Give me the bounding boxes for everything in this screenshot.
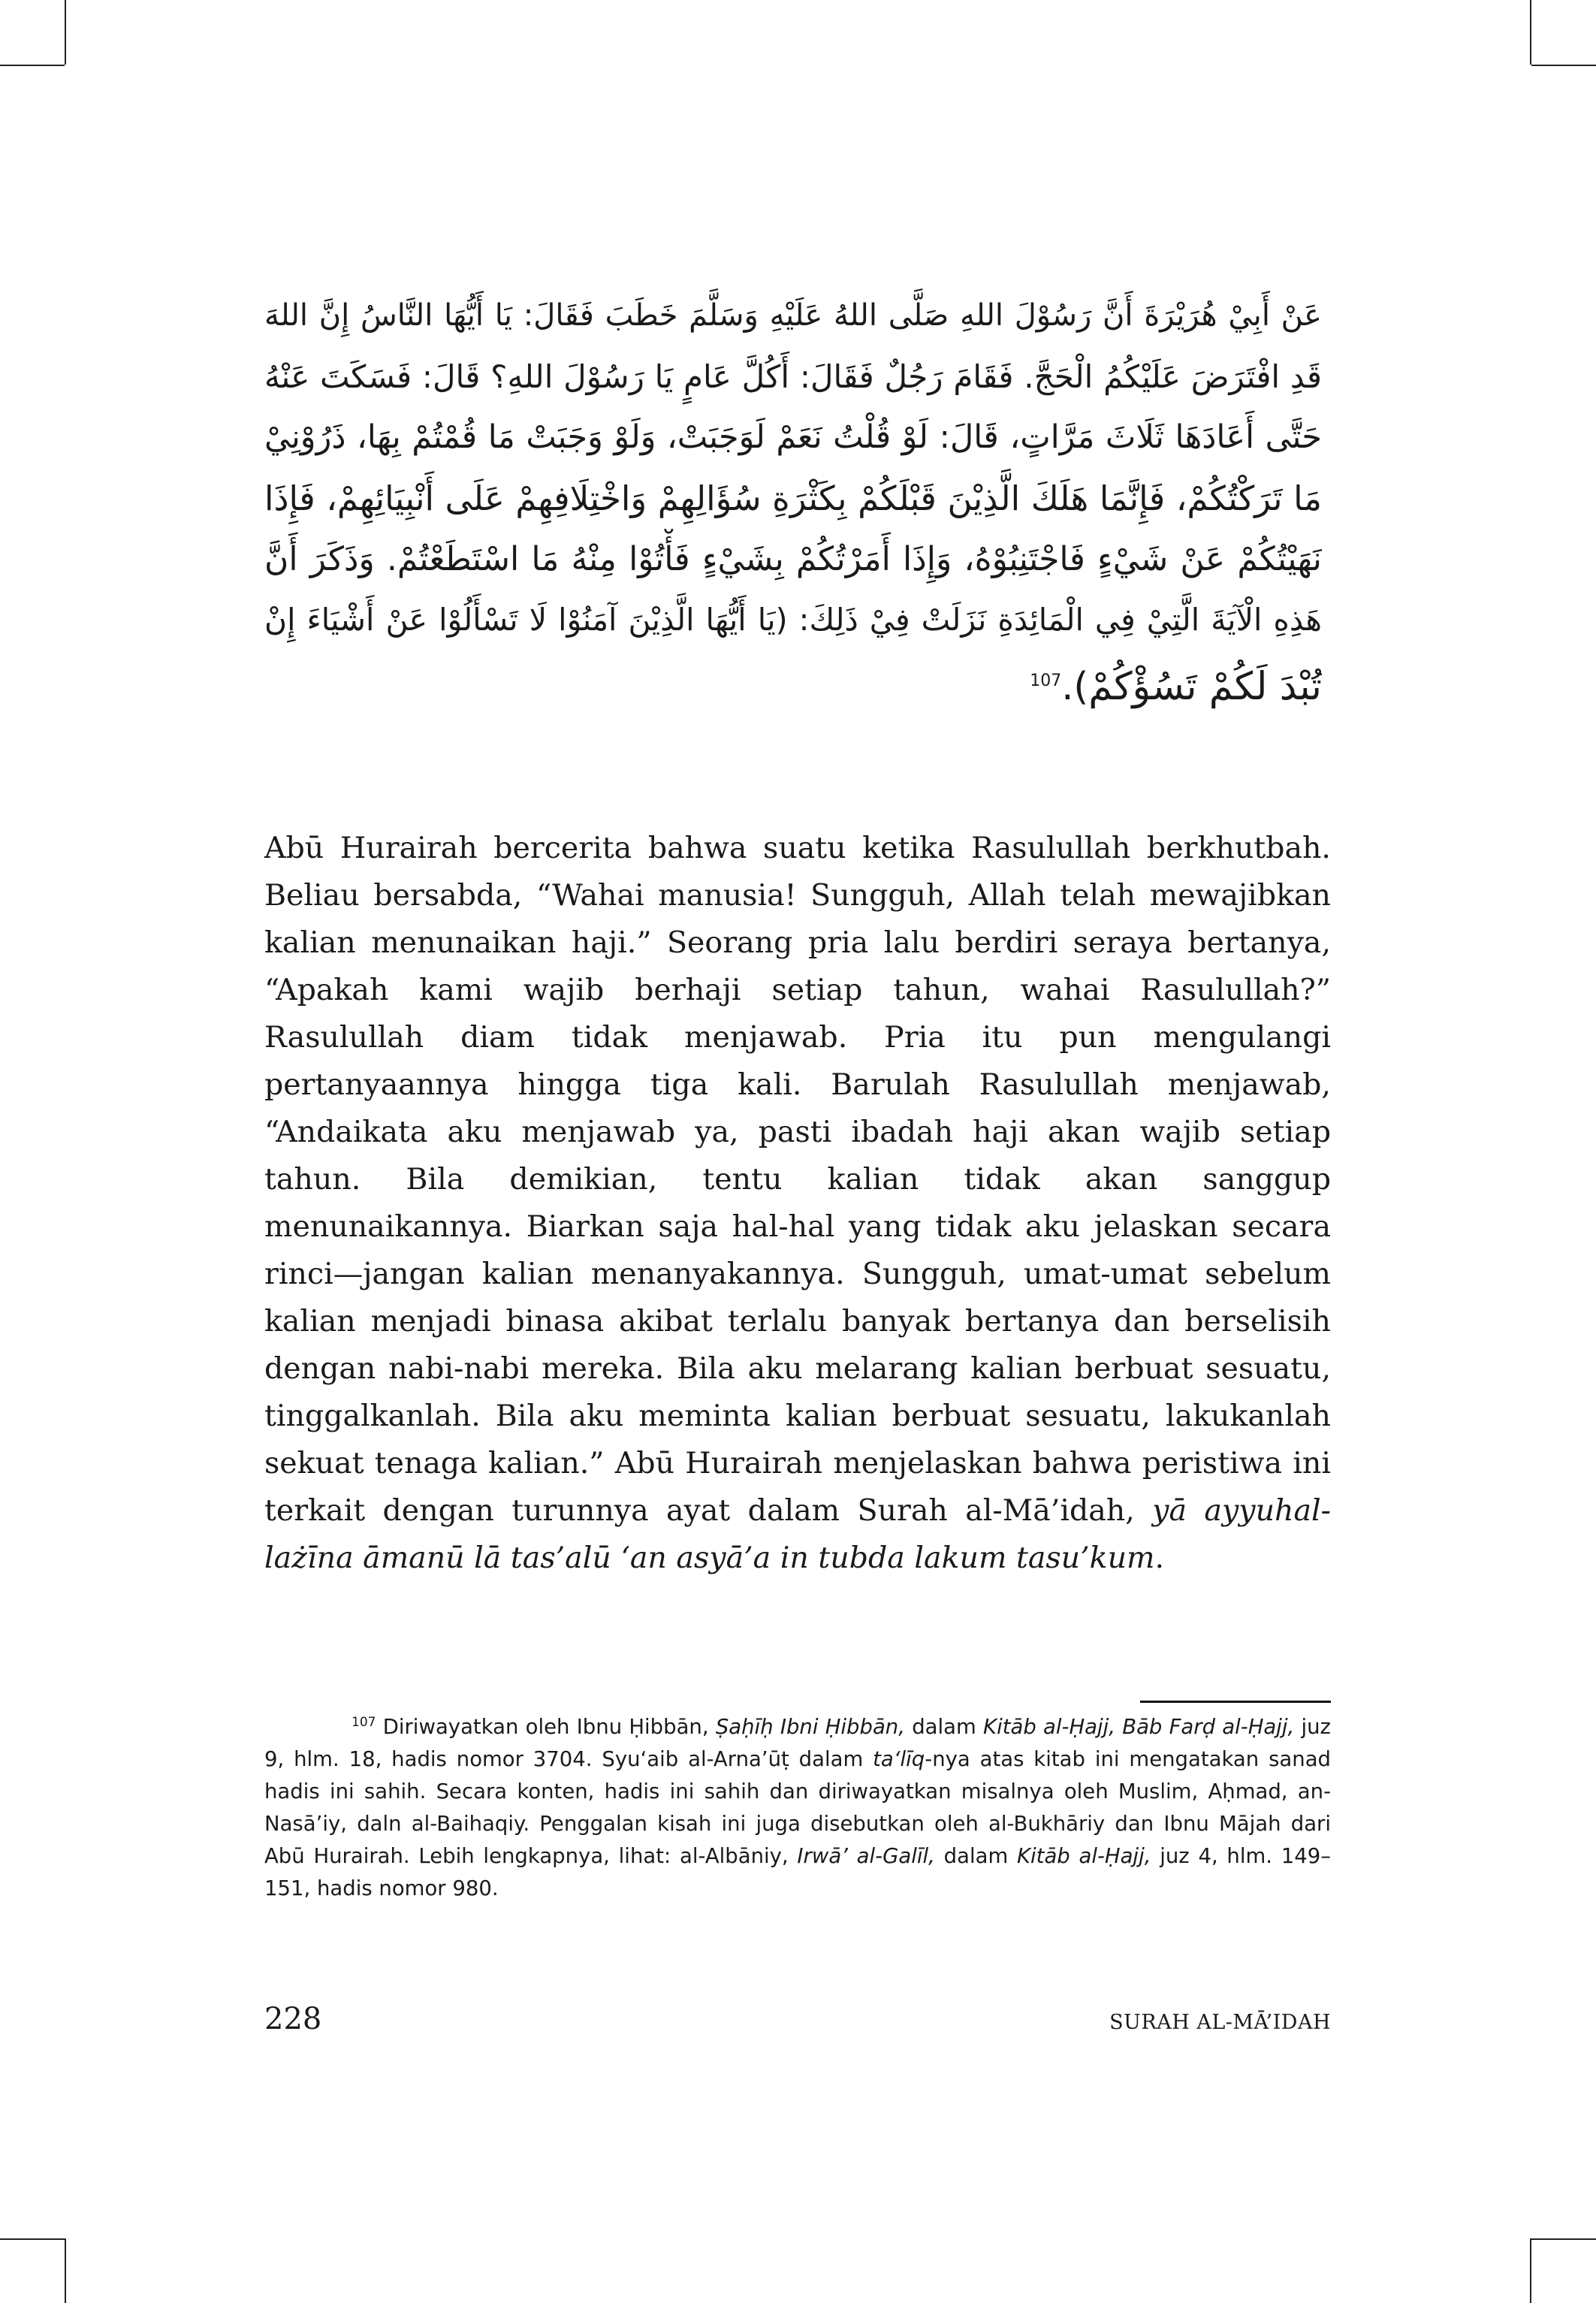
crop-mark — [1530, 0, 1531, 65]
crop-mark — [1530, 2238, 1531, 2303]
hadith-line: هَذِهِ الْآيَةَ الَّتِيْ فِي الْمَائِدَةِ نَزَلَتْ فِيْ ذَلِكَ: (يَا أَيُّهَا الَّذِيْنَ آمَنُوْا لَا تَسْأَلُوْا عَنْ أَشْيَاءَ إِنْ — [264, 602, 1322, 638]
footnote-text: juz 9, hlm. 18, hadis nomor 3704. Syu‘aib al-Arna’ūṭ dalam — [264, 1715, 1331, 1771]
footnote-text: juz 4, hlm. 149–151, hadis nomor 980. — [264, 1844, 1332, 1900]
hadith-line-last — [264, 650, 1322, 717]
running-head: SURAH AL-MĀ’IDAH — [1109, 2011, 1331, 2034]
translation-end: . — [1154, 1541, 1165, 1575]
footnote-term: ta‘līq — [873, 1747, 925, 1771]
crop-mark — [0, 65, 65, 66]
footnote-source-chapter: Kitāb al-Ḥajj, — [1016, 1844, 1151, 1868]
crop-mark — [1531, 65, 1596, 66]
crop-mark — [1531, 2238, 1596, 2240]
footnote-number: 107 — [351, 1714, 376, 1730]
footnote-source-title: Ṣaḥīḥ Ibni Ḥibbān, — [715, 1715, 905, 1739]
hadith-line: عَنْ أَبِيْ هُرَيْرَةَ أَنَّ رَسُوْلَ اللهِ صَلَّى اللهُ عَلَيْهِ وَسَلَّمَ خَطَبَ فَقَالَ: يَا أَيُّهَا النَّاسُ إِنَّ اللهَ — [264, 298, 1322, 333]
footnote-text: Diriwayatkan oleh Ibnu Ḥibbān, — [382, 1715, 716, 1739]
footnote-text: dalam — [934, 1844, 1017, 1868]
hadith-line: قَدِ افْتَرَضَ عَلَيْكُمُ الْحَجَّ. فَقَامَ رَجُلٌ فَقَالَ: أَكُلَّ عَامٍ يَا رَسُوْلَ اللهِ؟ قَالَ: فَسَكَتَ عَنْهُ — [264, 358, 1322, 395]
hadith-line: مَا تَرَكْتُكُمْ، فَإِنَّمَا هَلَكَ الَّذِيْنَ قَبْلَكُمْ بِكَثْرَةِ سُؤَالِهِمْ وَاخْتِلَافِهِمْ عَلَى أَنْبِيَائِهِمْ، فَإِذَا — [264, 478, 1322, 518]
crop-mark — [65, 2238, 66, 2303]
footnote-source-chapter: Kitāb al-Ḥajj, Bāb Farḍ al-Ḥajj, — [983, 1715, 1295, 1739]
translation-italic-verse: yā ayyuhal-lażīna āmanū lā tas’alū ‘an asyā’a in tubda lakum tasu’kum — [264, 1493, 1331, 1575]
translation-text: Abū Hurairah bercerita bahwa suatu ketika Rasulullah berkhutbah. Beliau bersabda, “Wahai manusia! Sungguh, Allah telah mewajibkan kalian menunaikan haji.” Seorang pria lalu berdiri seraya bertanya, “Apakah kami wajib berhaji setiap tahun, wahai Rasulullah?” Rasulullah diam tidak menjawab. Pria itu pun mengulangi pertanyaannya hingga tiga kali. Barulah Rasulullah menjawab, “Andaikata aku menjawab ya, pasti ibadah haji akan wajib setiap tahun. Bila demikian, tentu kalian tidak akan sanggup menunaikannya. Biarkan saja hal-hal yang tidak aku jelaskan secara rinci—jangan kalian menanyakannya. Sungguh, umat-umat sebelum kalian menjadi binasa akibat terlalu banyak bertanya dan berselisih dengan nabi-nabi mereka. Bila aku melarang kalian berbuat sesuatu, tinggalkanlah. Bila aku meminta kalian berbuat sesuatu, lakukanlah sekuat tenaga kalian.” Abū Hurairah menjelaskan bahwa peristiwa ini terkait dengan turunnya ayat dalam Surah al-Mā’idah, — [264, 831, 1331, 1528]
crop-mark — [65, 0, 66, 65]
footnote-reference[interactable]: 107 — [1030, 672, 1062, 690]
hadith-line: نَهَيْتُكُمْ عَنْ شَيْءٍ فَاجْتَنِبُوْهُ، وَإِذَا أَمَرْتُكُمْ بِشَيْءٍ فَأْتُوْا مِنْهُ مَا اسْتَطَعْتُمْ. وَذَكَرَ أَنَّ — [264, 540, 1322, 578]
footnote-text: -nya atas kitab ini mengatakan sanad hadis ini sahih. Secara konten, hadis ini sahih dan diriwayatkan misalnya oleh Muslim, Aḥmad, an-Nasā’iy, daln al-Baihaqiy. Penggalan kisah ini juga disebutkan oleh al-Bukhāriy dan Ibnu Mājah dari Abū Hurairah. Lebih lengkapnya, lihat: al-Albāniy, — [264, 1747, 1331, 1868]
hadith-translation — [264, 825, 1331, 1582]
hadith-line: حَتَّى أَعَادَهَا ثَلَاثَ مَرَّاتٍ، قَالَ: لَوْ قُلْتُ نَعَمْ لَوَجَبَتْ، وَلَوْ وَجَبَتْ مَا قُمْتُمْ بِهَا، ذَرُوْنِيْ — [264, 418, 1322, 456]
hadith-arabic-text — [264, 285, 1322, 717]
footnote-text: dalam — [904, 1715, 984, 1739]
footnote-source-title: Irwā’ al-Galīl, — [797, 1844, 935, 1868]
hadith-line-text: تُبْدَ لَكُمْ تَسُؤْكُمْ). — [1061, 665, 1322, 709]
footnote — [264, 1711, 1331, 1905]
page-number: 228 — [264, 2002, 322, 2036]
footnote-divider — [1140, 1701, 1331, 1703]
crop-mark — [0, 2238, 65, 2240]
